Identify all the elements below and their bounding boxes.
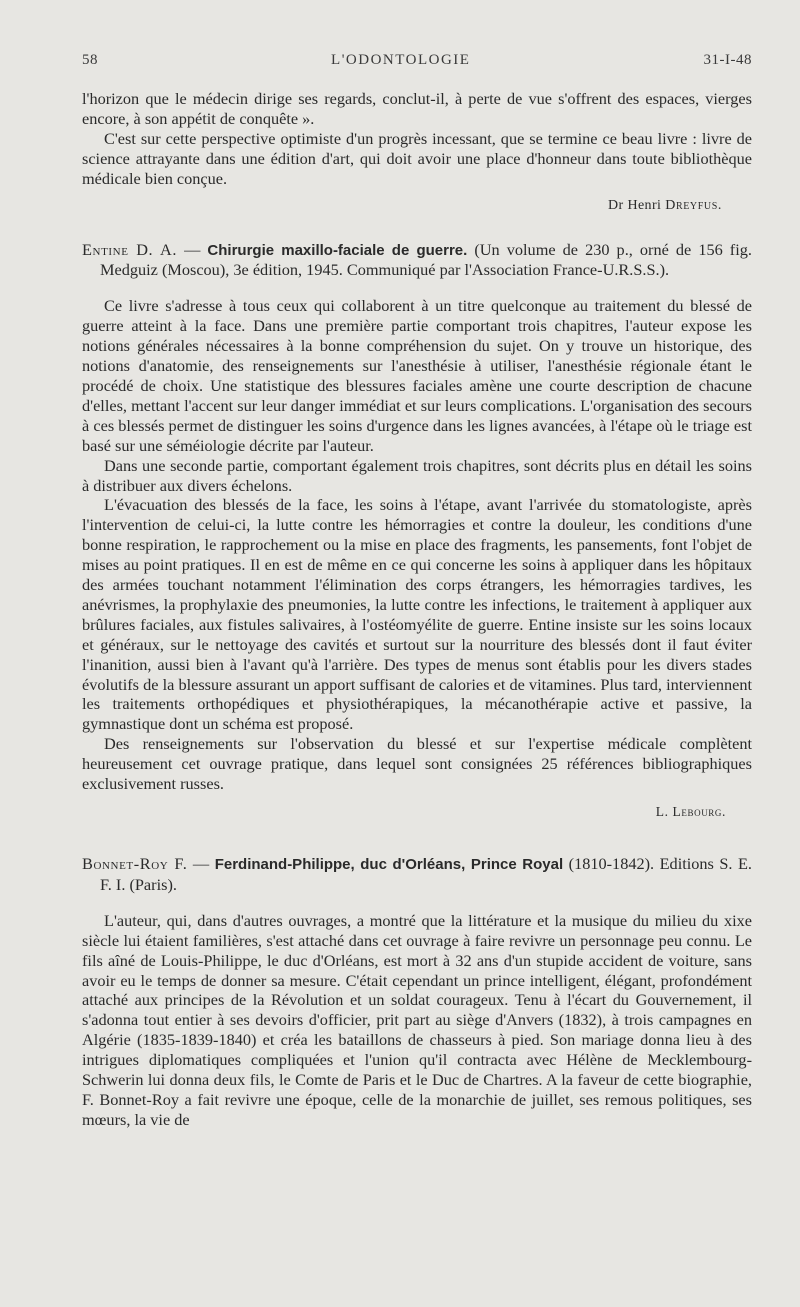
reviewer-signature: L. Lebourg. [655,804,726,819]
page-number: 58 [82,52,98,68]
signature-title: Dr [607,197,624,213]
paragraph: Ce livre s'adresse à tous ceux qui collaborent à un titre quelconque au traitement du blessé de guerre atteint à la face. Dans une première partie comportant trois chapitres, l'auteur expose les notions générales nécessaires à la bonne compréhension du sujet. On y trouve un historique, des notions d'anatomie, des renseignements sur l'anesthésie à utiliser, l'anesthésie régionale étant le procédé de choix. Une statistique des blessures faciales amène une courte description de chacune d'elles, mettant l'accent sur leur danger immédiat et sur leurs complications. L'organisation des secours à ces blessés permet de distinguer les soins d'urgence dans les lignes avancées, à l'étape où le triage est basé sur une séméiologie décrite par l'auteur. [82,296,752,455]
review-entine [82,240,752,820]
review-dreyfus-tail [82,89,752,214]
book-title: Chirurgie maxillo-faciale de guerre. [207,241,468,259]
book-details: (1810-1842). Editions S. E. F. I. (Paris). [100,854,752,894]
issue-date: 31-I-48 [703,52,752,68]
book-details: (Un volume de 230 p., orné de 156 fig. Medguiz (Moscou), 3e édition, 1945. Communiqué par l'Association France-U.R.S.S.). [100,239,752,280]
paragraph: Des renseignements sur l'observation du blessé et sur l'expertise médicale complètent heureusement cet ouvrage pratique, dans lequel sont consignées 25 références bibliographiques exclusivement russes. [82,734,752,794]
review-body [82,911,752,1130]
dash: — [192,854,210,873]
paragraph: Dans une seconde partie, comportant également trois chapitres, sont décrits plus en détail les soins à distribuer aux divers échelons. [82,455,752,495]
signature-first-name: Henri [627,197,662,213]
review-body [82,296,752,794]
book-author: Bonnet-Roy F. [82,854,188,873]
book-title: Ferdinand-Philippe, duc d'Orléans, Prince Royal [214,856,564,873]
paragraph: l'horizon que le médecin dirige ses regards, conclut-il, à perte de vue s'offrent des espaces, vierges encore, à son appétit de conquête ». [82,89,752,128]
signature-last-name: Dreyfus. [665,197,722,213]
running-header [82,52,752,69]
dash: — [184,239,201,259]
paragraph: C'est sur cette perspective optimiste d'un progrès incessant, que se termine ce beau livre : livre de science attrayante dans une édition d'art, qui doit avoir une place d'honneur dans toute bibliothèque médicale bien conçue. [82,128,752,188]
reviewer-signature [82,198,722,214]
review-heading [82,240,752,281]
review-bonnet-roy [82,854,752,1130]
journal-title: L'ODONTOLOGIE [331,52,471,68]
paragraph: L'évacuation des blessés de la face, les soins à l'étape, avant l'arrivée du stomatologiste, après l'intervention de celui-ci, la lutte contre les hémorragies et contre la douleur, les conditions d'une bonne respiration, le rapprochement ou la mise en place des fragments, les pansements, font l'objet de mises au point pratiques. Il en est de même en ce qui concerne les soins à appliquer dans les hôpitaux des armées touchant notamment l'élimination des corps étrangers, les hémorragies tardives, les anévrismes, la prophylaxie des pneumonies, la lutte contre les infections, le traitement à appliquer aux brûlures faciales, aux fistules salivaires, à l'ostéomyélite de guerre. Entine insiste sur les soins locaux et généraux, sur le nettoyage des cavités et surtout sur la nourriture des blessés dont il faut éviter l'inanition, aussi bien à l'avant qu'à l'arrière. Des types de menus sont établis pour les divers stades évolutifs de la blessure assurant un apport suffisant de calories et de vitamines. Plus tard, interviennent les traitements orthopédiques et physiothérapiques, la mécanothérapie active et passive, la gymnastique dont un schéma est proposé. [82,495,752,734]
paragraph: L'auteur, qui, dans d'autres ouvrages, a montré que la littérature et la musique du milieu du xixe siècle lui étaient familières, s'est attaché dans cet ouvrage à faire revivre un personnage peu connu. Le fils aîné de Louis-Philippe, le duc d'Orléans, est mort à 32 ans d'un stupide accident de voiture, sans avoir eu le temps de donner sa mesure. C'était cependant un prince intelligent, élégant, profondément attaché aux principes de la Révolution et un soldat courageux. Tenu à l'écart du Gouvernement, il s'adonna tout entier à ses devoirs d'officier, prit part au siège d'Anvers (1832), à trois campagnes en Algérie (1835-1839-1840) et créa les bataillons de chasseurs à pied. Son mariage donna lieu à des intrigues diplomatiques compliquées et l'union qu'il contracta avec Hélène de Mecklembourg-Schwerin lui donna deux fils, le Comte de Paris et le Duc de Chartres. A la faveur de cette biographie, F. Bonnet-Roy a fait revivre une époque, celle de la monarchie de juillet, ses remous politiques, ses mœurs, la vie de [82,910,752,1129]
review-heading [82,854,752,895]
book-author: Entine D. A. [82,239,178,259]
